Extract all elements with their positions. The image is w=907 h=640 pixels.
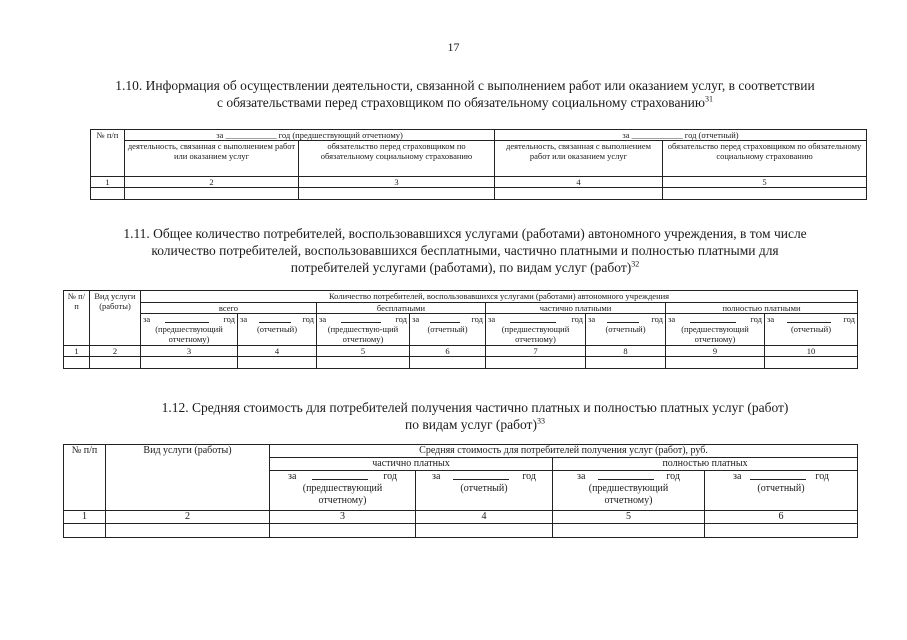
empty-cell: [64, 524, 106, 538]
empty-cell: [486, 357, 586, 369]
empty-cell: [64, 357, 90, 369]
empty-cell: [270, 524, 416, 538]
year-prev-cell: за год (предшествующий отчетному): [553, 471, 705, 511]
empty-cell: [238, 357, 317, 369]
index-cell: 10: [765, 346, 858, 357]
index-cell: 2: [106, 511, 270, 524]
category-partial-paid: частично платных: [270, 458, 553, 471]
index-cell: 5: [553, 511, 705, 524]
footnote-ref: 32: [631, 259, 640, 269]
index-cell: 1: [64, 511, 106, 524]
title-line: 1.10. Информация об осуществлении деятельности, связанной с выполнением работ или оказанием услуг, в соответствии: [115, 78, 815, 93]
table-1-11: [63, 290, 858, 369]
year-curr-cell: за год (отчетный): [765, 314, 858, 346]
empty-cell: [90, 357, 141, 369]
title-line: 1.11. Общее количество потребителей, воспользовавшихся услугами (работами) автономного учреждения, в том числе: [123, 226, 807, 241]
table-1-12: [63, 444, 858, 538]
section-1-12-title: [60, 399, 890, 433]
index-cell: 1: [64, 346, 90, 357]
empty-cell: [765, 357, 858, 369]
empty-cell: [495, 188, 663, 200]
index-cell: 8: [586, 346, 666, 357]
year-curr-cell: за год (отчетный): [705, 471, 858, 511]
title-line: потребителей услугами (работами), по видам услуг (работ)$^{32}$: [290, 259, 640, 275]
year-curr-cell: за год (отчетный): [416, 471, 553, 511]
empty-cell: [705, 524, 858, 538]
sub-obligation-prev: обязательство перед страховщиком по обязательному социальному страхованию: [299, 141, 495, 177]
section-1-10-title: [40, 77, 890, 111]
group-header: Средняя стоимость для потребителей получения услуг (работ), руб.: [270, 445, 858, 458]
year-prev-cell: за год (предшествующий отчетному): [486, 314, 586, 346]
col-num-header: № п/п: [64, 291, 90, 346]
index-cell: 5: [663, 177, 867, 188]
year-curr-cell: за год (отчетный): [586, 314, 666, 346]
category-total: всего: [141, 303, 317, 314]
empty-cell: [141, 357, 238, 369]
index-cell: 2: [90, 346, 141, 357]
index-cell: 1: [91, 177, 125, 188]
year-curr-cell: за год (отчетный): [238, 314, 317, 346]
empty-cell: [410, 357, 486, 369]
year-prev-cell: за год (предшествующий отчетному): [270, 471, 416, 511]
empty-cell: [317, 357, 410, 369]
index-cell: 6: [705, 511, 858, 524]
col-num-header: № п/п: [64, 445, 106, 511]
footnote-ref: 33: [536, 416, 545, 426]
index-cell: 3: [270, 511, 416, 524]
index-cell: 4: [416, 511, 553, 524]
empty-cell: [586, 357, 666, 369]
title-line: 1.12. Средняя стоимость для потребителей получения частично платных и полностью платных услуг (работ): [161, 400, 789, 415]
category-full-paid: полностью платных: [553, 458, 858, 471]
group-prev-year: за ____________ год (предшествующий отчетному): [125, 130, 495, 141]
empty-cell: [106, 524, 270, 538]
empty-cell: [663, 188, 867, 200]
index-cell: 5: [317, 346, 410, 357]
index-cell: 4: [238, 346, 317, 357]
category-partial-paid: частично платными: [486, 303, 666, 314]
empty-cell: [91, 188, 125, 200]
index-cell: 3: [299, 177, 495, 188]
empty-cell: [299, 188, 495, 200]
col-num-header: № п/п: [91, 130, 125, 177]
empty-cell: [553, 524, 705, 538]
col-service-header: Вид услуги (работы): [90, 291, 141, 346]
index-cell: 7: [486, 346, 586, 357]
index-cell: 4: [495, 177, 663, 188]
sub-activity-prev: деятельность, связанная с выполнением работ или оказанием услуг: [125, 141, 299, 177]
category-full-paid: полностью платными: [666, 303, 858, 314]
section-1-11-title: [40, 225, 890, 276]
footnote-ref: 31: [705, 94, 713, 104]
title-line: количество потребителей, воспользовавшихся бесплатными, частично платными и полностью платными для: [151, 243, 779, 258]
group-header: Количество потребителей, воспользовавшихся услугами (работами) автономного учреждения: [141, 291, 858, 303]
table-1-10: [90, 129, 867, 200]
title-line: с обязательствами перед страховщиком по обязательному социальному страхованию$^{31}$: [216, 94, 713, 110]
group-current-year: за ____________ год (отчетный): [495, 130, 867, 141]
col-service-header: Вид услуги (работы): [106, 445, 270, 511]
year-prev-cell: за год (предшествую-щий отчетному): [317, 314, 410, 346]
year-prev-cell: за год (предшествующий отчетному): [666, 314, 765, 346]
empty-cell: [125, 188, 299, 200]
title-line: по видам услуг (работ)$^{33}$: [405, 416, 545, 432]
empty-cell: [666, 357, 765, 369]
year-prev-cell: за год (предшествующий отчетному): [141, 314, 238, 346]
empty-cell: [416, 524, 553, 538]
category-free: бесплатными: [317, 303, 486, 314]
year-curr-cell: за год (отчетный): [410, 314, 486, 346]
index-cell: 9: [666, 346, 765, 357]
index-cell: 6: [410, 346, 486, 357]
page-number: 17: [447, 40, 460, 54]
index-cell: 2: [125, 177, 299, 188]
sub-obligation-curr: обязательство перед страховщиком по обязательному социальному страхованию: [663, 141, 867, 177]
index-cell: 3: [141, 346, 238, 357]
sub-activity-curr: деятельность, связанная с выполнением работ или оказанием услуг: [495, 141, 663, 177]
